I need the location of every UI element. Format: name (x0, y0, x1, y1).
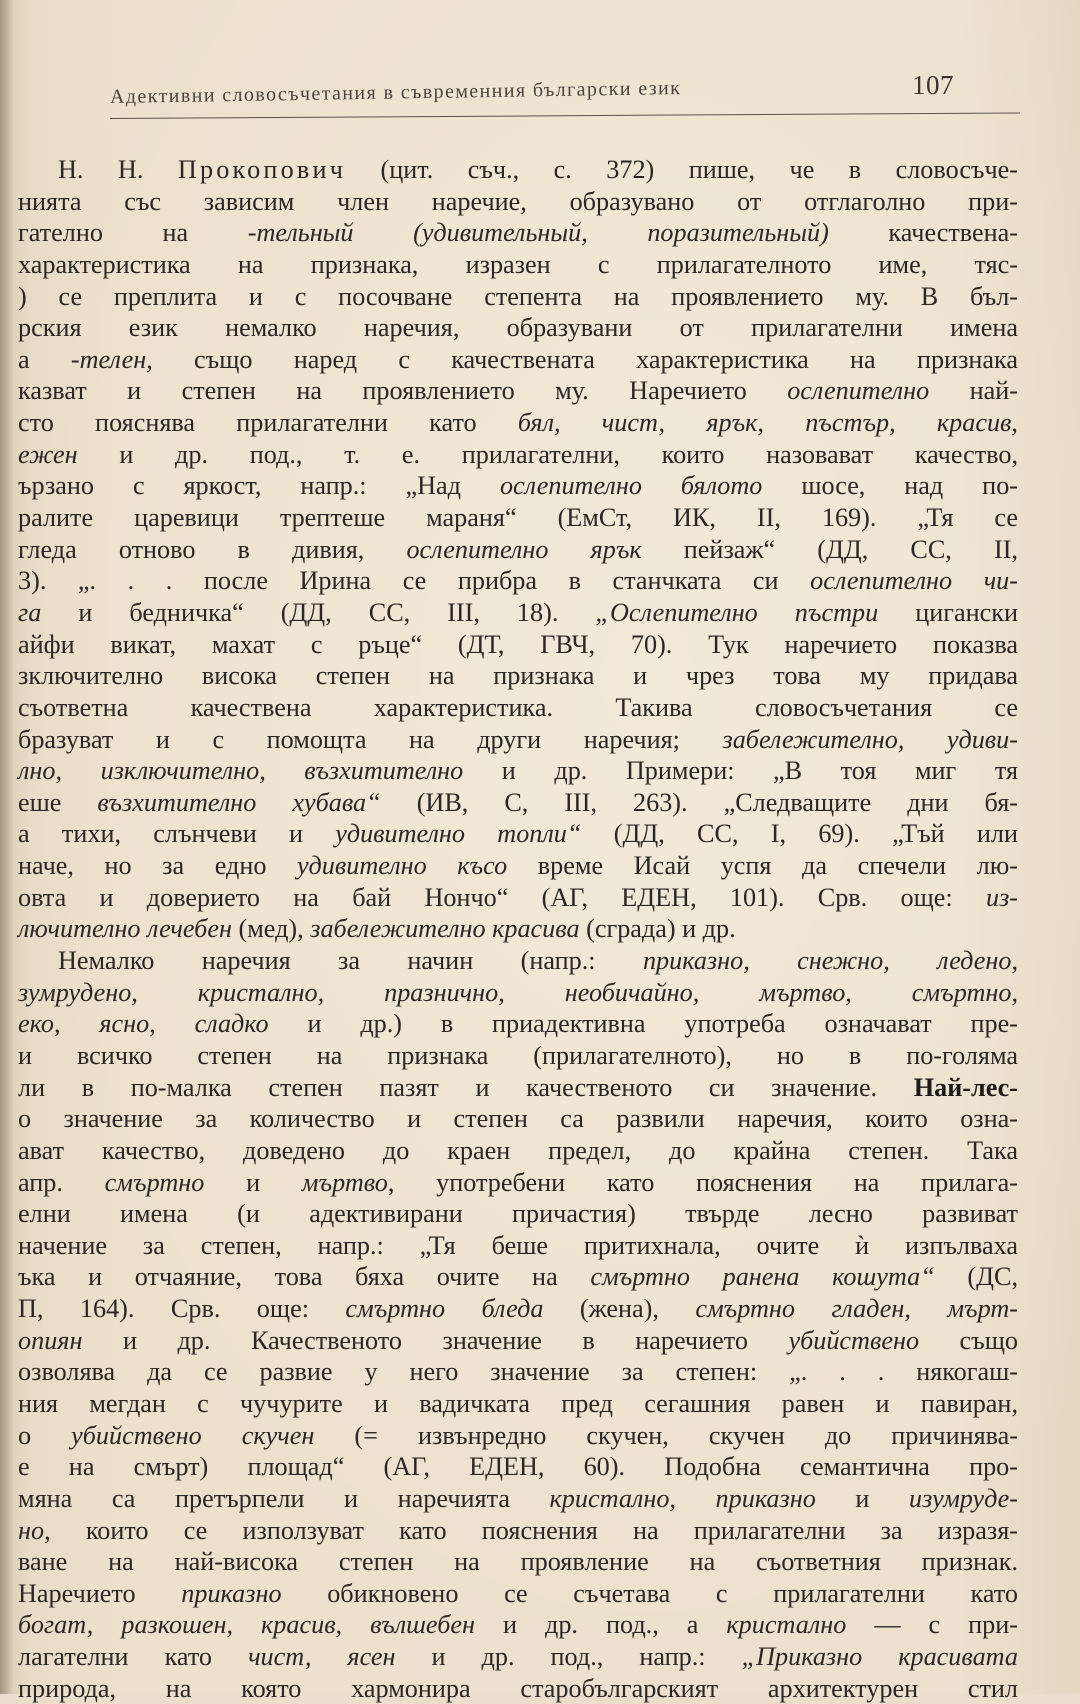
italic-example: -тельный (удивительный, поразительный) (247, 218, 829, 248)
text-line (18, 154, 1018, 186)
text-run: и др. под., а (474, 1610, 727, 1640)
italic-example: ослепително ярък (406, 534, 642, 564)
italic-example: удивително топли“ (335, 819, 582, 849)
text-run: най- (929, 376, 1018, 406)
text-run: наче, но за едно (18, 851, 297, 881)
text-line (18, 597, 1018, 629)
italic-example: възхитително хубава“ (97, 787, 381, 817)
italic-example: га (18, 597, 42, 627)
text-run: ързано с яркост, напр.: „Над (18, 471, 500, 501)
text-line (18, 977, 1018, 1009)
text-run: шосе, над по- (762, 471, 1019, 501)
text-line (18, 692, 1018, 724)
text-run: о (18, 1420, 72, 1450)
text-run: начение за степен, напр.: „Тя беше притихнала, очите ѝ изпълваха (18, 1230, 1018, 1260)
text-line (18, 1325, 1018, 1357)
text-line (18, 787, 1018, 819)
text-line (18, 1040, 1018, 1072)
italic-example: богат, разкошен, красив, вълшебен (18, 1610, 475, 1640)
italic-example: ослепително (787, 376, 930, 406)
text-line (18, 1072, 1018, 1104)
text-run: и др.) в приадективна употреба означават пре- (268, 1009, 1018, 1039)
text-run: (ДД, СС, I, 69). „Тъй или (581, 819, 1018, 849)
text-run: Немалко наречия за начин (напр.: (58, 946, 643, 976)
text-run: Наречието (18, 1578, 182, 1608)
text-line (18, 1135, 1018, 1167)
text-run: (ДС, (934, 1262, 1018, 1292)
text-run: рския език немалко наречия, образувани от прилагателни имена (18, 313, 1018, 343)
text-line (18, 375, 1018, 407)
text-run: и (815, 1483, 909, 1513)
text-line (18, 1388, 1018, 1420)
text-run: и др. под., напр.: (395, 1642, 742, 1672)
text-run: ъка и отчаяние, това бяха очите на (18, 1262, 591, 1292)
text-line (18, 1578, 1018, 1610)
text-line (18, 629, 1018, 661)
italic-example: бял, чист, ярък, пъстър, красив, (517, 408, 1018, 438)
author-name: Прокопович (177, 155, 347, 184)
italic-example: забележително красива (310, 914, 580, 944)
text-line (18, 1008, 1018, 1040)
text-run: мяна са претърпели и наречията (18, 1483, 550, 1513)
text-run: а (18, 344, 71, 374)
italic-example: приказно, снежно, ледено, (642, 946, 1019, 976)
text-run: бразуват и с помощта на други наречия; (18, 724, 723, 754)
italic-example: еко, ясно, сладко (18, 1009, 269, 1039)
text-run: цигански (878, 597, 1018, 627)
text-run: природа, на която хармонира старобългарският архитектурен стил (18, 1673, 1018, 1703)
text-run: сто пояснява прилагателни като (18, 408, 518, 438)
text-line (18, 407, 1018, 439)
running-head: Адективни словосъчетания в съвременния български език (109, 77, 682, 108)
text-run: и др. Примери: „В тоя миг тя (463, 756, 1018, 786)
text-run: характеристика на признака, изразен с прилагателното име, тяс- (18, 249, 1018, 279)
text-line (18, 470, 1018, 502)
text-run: време Исай успя да спечели лю- (507, 851, 1018, 881)
italic-example: изумруде- (908, 1483, 1018, 1513)
text-run: елни имена (и адективирани причастия) твърде лесно развиват (18, 1199, 1018, 1229)
text-run: , също наред с качествената характеристика на признака (146, 344, 1019, 374)
text-line (18, 850, 1018, 882)
italic-example: мъртво (301, 1167, 388, 1197)
text-line (18, 755, 1018, 787)
text-run: също (919, 1325, 1018, 1355)
italic-example: забележително, удиви- (722, 724, 1018, 754)
text-run: , употребени като пояснения на прилага- (387, 1167, 1018, 1197)
italic-example: ослепително чи- (810, 566, 1018, 596)
italic-example: ослепително (499, 471, 642, 501)
italic-example: -телен (70, 344, 147, 374)
text-run: (= извънредно скучен, скучен до причинява- (314, 1420, 1019, 1450)
text-run: гледа отново в дивия, (18, 534, 407, 564)
text-line (18, 344, 1018, 376)
text-run: пейзаж“ (ДД, СС, II, (641, 534, 1018, 564)
italic-example: „Ослепително пъстри (595, 597, 879, 627)
italic-example: кристално (726, 1610, 847, 1640)
text-run: нията със зависим член наречие, образувано от отглаголно при- (18, 186, 1018, 216)
text-run: и (204, 1167, 302, 1197)
text-run: съответна качествена характеристика. Такива словосъчетания се (18, 692, 1018, 722)
text-line (18, 945, 1018, 977)
text-line (18, 1261, 1018, 1293)
italic-example: смъртно ранена кошута“ (590, 1262, 935, 1292)
text-run: и др. Качественото значение в наречието (82, 1325, 789, 1355)
text-run: лагателни като (18, 1642, 249, 1672)
text-run: ават качество, доведено до краен предел, до крайна степен. Така (18, 1135, 1018, 1165)
text-run: — с при- (846, 1610, 1018, 1640)
text-run: о значение за количество и степен са развили наречия, които озна- (18, 1104, 1018, 1134)
italic-example: кристално, приказно (549, 1483, 816, 1513)
text-run: П, 164). Срв. още: (18, 1294, 346, 1324)
italic-example: опиян (18, 1325, 83, 1355)
header-rule (110, 112, 1020, 119)
text-line (18, 1515, 1018, 1547)
text-run: обикновено се съчетава с прилагателни като (281, 1578, 1018, 1608)
italic-example: приказно (181, 1578, 282, 1608)
italic-example: лючително лечебен (18, 914, 232, 944)
italic-example: „Приказно красивата (741, 1642, 1019, 1672)
text-line (18, 1641, 1018, 1673)
text-line (18, 1609, 1018, 1641)
text-line (18, 882, 1018, 914)
text-run: (мед), (231, 914, 311, 944)
text-line (18, 281, 1018, 313)
text-line (18, 1483, 1018, 1515)
text-line (18, 1546, 1018, 1578)
text-line (18, 1198, 1018, 1230)
text-run: гателно на (18, 218, 248, 248)
text-line (18, 818, 1018, 850)
text-run: и бедничка“ (ДД, СС, III, 18). (41, 597, 596, 627)
text-run: зключително висока степен на признака и чрез това му придава (18, 661, 1018, 691)
text-run: ) се преплита и с посочване степента на проявлението му. В бъл- (18, 281, 1018, 311)
text-line (18, 312, 1018, 344)
text-line (18, 1103, 1018, 1135)
italic-example: бялото (680, 471, 763, 501)
italic-example: лно, изключително, възхитително (18, 756, 464, 786)
text-line (18, 534, 1018, 566)
text-run: (жена), (543, 1294, 696, 1324)
body-text (18, 154, 1018, 1704)
italic-example: чист, ясен (248, 1642, 396, 1672)
text-line (18, 913, 1018, 945)
italic-example: зумрудено, кристално, празнично, необичайно, мъртво, смъртно, (18, 977, 1018, 1007)
italic-example: смъртно бледа (345, 1294, 544, 1324)
bold-phrase: Най-лес- (913, 1072, 1018, 1102)
text-run: ралите царевици трептеше мараня“ (ЕмСт, ИК, II, 169). „Тя се (18, 503, 1018, 533)
text-run: качествена- (828, 218, 1018, 248)
italic-example: удивително късо (297, 851, 508, 881)
text-run: ния мегдан с чучурите и вадичката пред сегашния равен и павиран, (18, 1388, 1018, 1418)
text-line (18, 439, 1018, 471)
text-run: апр. (18, 1167, 105, 1197)
text-run: еше (18, 787, 98, 817)
italic-example: смъртно гладен, мърт- (695, 1294, 1019, 1324)
spine-shadow (0, 0, 14, 1694)
text-run: е на смърт) площад“ (АГ, ЕДЕН, 60). Подобна семантична про- (18, 1452, 1018, 1482)
text-line (18, 1356, 1018, 1388)
text-run: (ИВ, С, III, 263). „Следващите дни бя- (380, 787, 1018, 817)
text-run: и др. под., т. е. прилагателни, които назовават качество, (77, 439, 1018, 469)
text-line (18, 1167, 1018, 1199)
text-line (18, 249, 1018, 281)
italic-example: из- (985, 882, 1018, 912)
text-line (18, 217, 1018, 249)
text-run: ване на най-висока степен на проявление на съответния признак. (18, 1547, 1018, 1577)
text-run (642, 471, 681, 500)
text-run: 3). „. . . после Ирина се прибра в станчката си (18, 566, 811, 596)
text-run: ли в по-малка степен пазят и качественото си значение. (18, 1072, 914, 1102)
text-line (18, 186, 1018, 218)
text-line (18, 1451, 1018, 1483)
text-run: (цит. съч., с. 372) пише, че в словосъче- (346, 155, 1018, 184)
text-line (18, 1673, 1018, 1704)
text-line (18, 660, 1018, 692)
page-number: 107 (912, 70, 954, 100)
text-run: овта и доверието на бай Нончо“ (АГ, ЕДЕН, 101). Срв. още: (18, 882, 986, 912)
text-line (18, 502, 1018, 534)
italic-example: убийствено скучен (71, 1420, 315, 1450)
text-run: (сграда) и др. (579, 914, 736, 944)
text-run: и всичко степен на признака (прилагателното), но в по-голяма (18, 1040, 1018, 1070)
text-line (18, 724, 1018, 756)
text-run: айфи викат, махат с ръце“ (ДТ, ГВЧ, 70). Тук наречието показва (18, 629, 1018, 659)
text-line (18, 565, 1018, 597)
italic-example: ежен (18, 439, 78, 469)
text-run: озволява да се развие у него значение за степен: „. . . някогаш- (18, 1357, 1018, 1387)
text-line (18, 1230, 1018, 1262)
text-run: казват и степен на проявлението му. Наречието (18, 376, 788, 406)
italic-example: но (18, 1515, 45, 1545)
text-run: Н. Н. (58, 155, 178, 184)
text-run: , които се използуват като пояснения на прилагателни за изразя- (44, 1515, 1018, 1545)
italic-example: убийствено (788, 1325, 920, 1355)
text-line (18, 1293, 1018, 1325)
italic-example: смъртно (104, 1167, 205, 1197)
text-run: а тихи, слънчеви и (18, 819, 336, 849)
text-line (18, 1420, 1018, 1452)
